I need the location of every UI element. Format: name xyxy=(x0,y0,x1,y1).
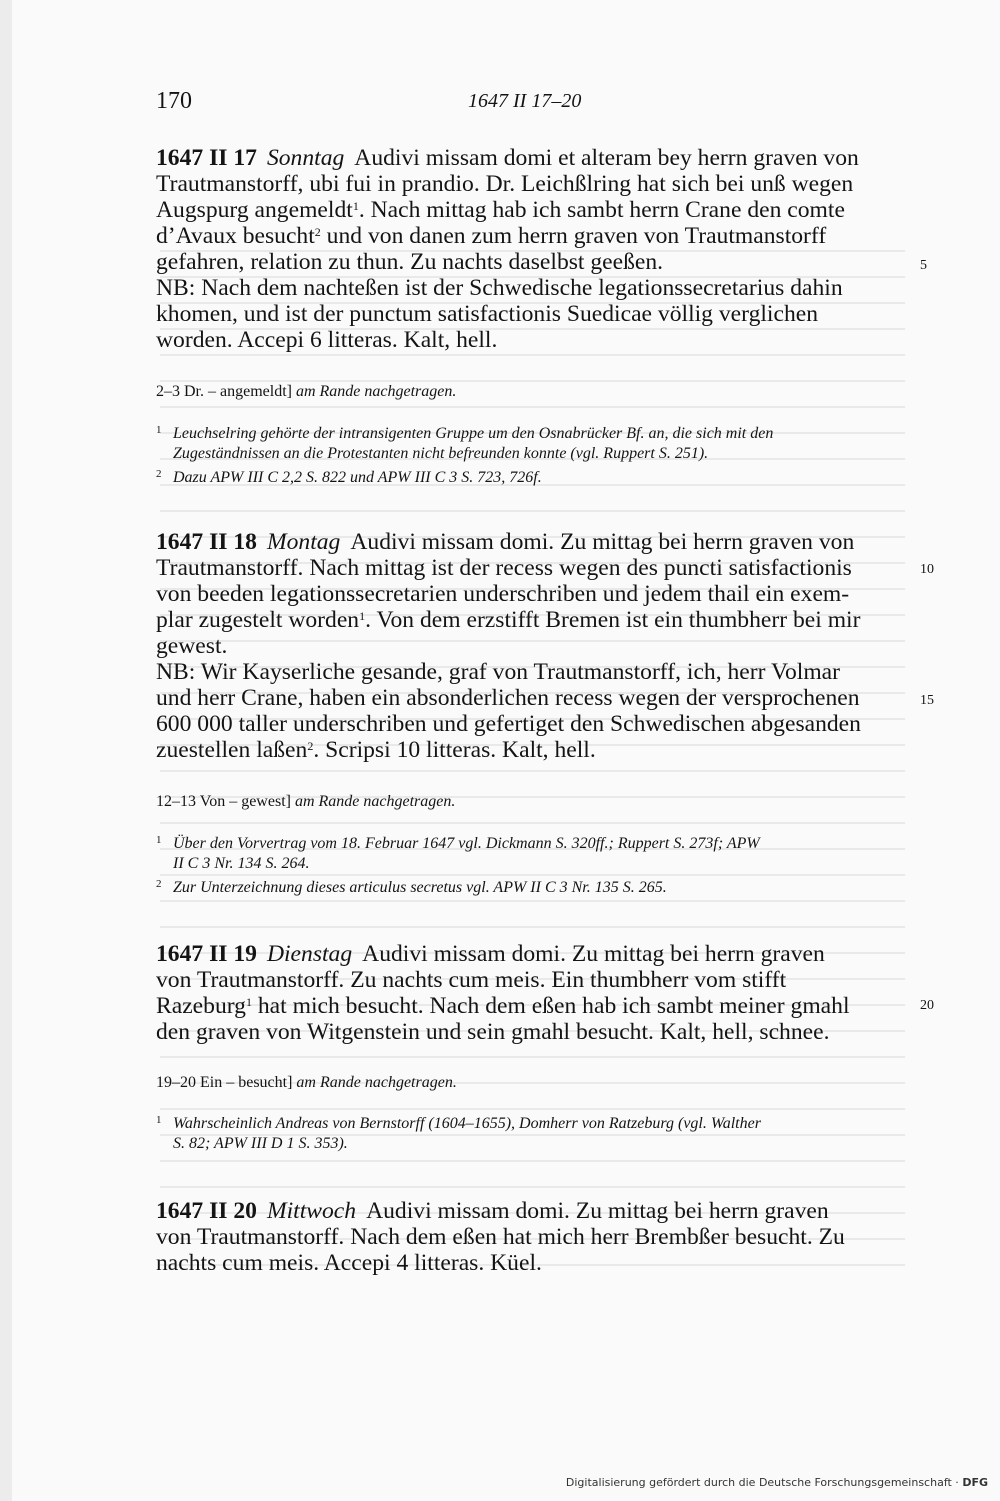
margin-line-number: 5 xyxy=(920,258,927,273)
page-number: 170 xyxy=(156,88,192,114)
entry-line: 1647 II 19 Dienstag Audivi missam domi. Zu mittag bei herrn graven xyxy=(156,941,825,967)
entry-date: 1647 II 18 xyxy=(156,529,257,555)
entry-line: plar zugestelt worden$^1$. Von dem erzstifft Bremen ist ein thumbherr bei mir xyxy=(156,607,861,633)
footnote: 1 Wahrscheinlich Andreas von Bernstorff (1604–1655), Domherr von Ratzeburg (vgl. Walther S. 82; APW III D 1 S. 353). xyxy=(156,1114,761,1152)
entry-line: 1647 II 20 Mittwoch Audivi missam domi. Zu mittag bei herrn graven xyxy=(156,1198,829,1224)
entry-weekday: Sonntag xyxy=(266,145,345,171)
entry-line: nachts cum meis. Accepi 4 litteras. Küel. xyxy=(156,1250,542,1276)
entry-line: gefahren, relation zu thun. Zu nachts daselbst geeßen. xyxy=(156,249,664,275)
credit-text: Digitalisierung gefördert durch die Deutsche Forschungsgemeinschaft · xyxy=(565,1476,959,1489)
entry-line: NB: Nach dem nachteßen ist der Schwedische legationssecretarius dahin xyxy=(156,275,843,301)
entry-line: worden. Accepi 6 litteras. Kalt, hell. xyxy=(156,327,498,353)
entry-line: 1647 II 18 Montag Audivi missam domi. Zu mittag bei herrn graven von xyxy=(156,529,855,555)
entry-line: von Trautmanstorff. Zu nachts cum meis. Ein thumbherr vom stifft xyxy=(156,967,787,993)
entry-line: gewest. xyxy=(156,633,228,659)
running-title: 1647 II 17–20 xyxy=(468,90,582,112)
entry-line: und herr Crane, haben ein absonderlichen recess wegen der versprochenen xyxy=(156,685,860,711)
entry-line: zuestellen laßen$^2$. Scripsi 10 litteras. Kalt, hell. xyxy=(156,737,596,763)
margin-line-number: 10 xyxy=(920,562,934,577)
footnote: 2 Dazu APW III C 2,2 S. 822 und APW III C 3 S. 723, 726f. xyxy=(156,468,542,486)
entry-line: Trautmanstorff. Nach mittag ist der recess wegen des puncti satisfactionis xyxy=(156,555,852,581)
diary-entry xyxy=(156,941,904,1045)
entry-line: 1647 II 17 Sonntag Audivi missam domi et alteram bey herrn graven von xyxy=(156,145,859,171)
entry-date: 1647 II 20 xyxy=(156,1198,257,1224)
entry-weekday: Dienstag xyxy=(266,941,353,967)
apparatus-note: 12–13 Von – gewest] am Rande nachgetragen. xyxy=(156,793,456,810)
entry-date: 1647 II 17 xyxy=(156,145,257,171)
entry-line: d’Avaux besucht$^2$ und von danen zum herrn graven von Trautmanstorff xyxy=(156,223,827,249)
entry-date: 1647 II 19 xyxy=(156,941,257,967)
entry-line: Trautmanstorff, ubi fui in prandio. Dr. Leichßlring hat sich bei unß wegen xyxy=(156,171,854,197)
binding-edge xyxy=(0,0,12,1501)
entry-weekday: Montag xyxy=(266,529,341,555)
entry-line: von beeden legationssecretarien underschriben und jedem thail ein exem- xyxy=(156,581,850,607)
footnote: 2 Zur Unterzeichnung dieses articulus secretus vgl. APW II C 3 Nr. 135 S. 265. xyxy=(156,878,667,896)
entry-line: 600 000 taller underschriben und gefertiget den Schwedischen abgesanden xyxy=(156,711,861,737)
apparatus-note: 2–3 Dr. – angemeldt] am Rande nachgetragen. xyxy=(156,383,457,400)
margin-line-number: 20 xyxy=(920,998,934,1013)
entry-line: Augspurg angemeldt$^1$. Nach mittag hab ich sambt herrn Crane den comte xyxy=(156,197,845,223)
margin-line-number: 15 xyxy=(920,693,934,708)
footnote: 1 Über den Vorvertrag vom 18. Februar 1647 vgl. Dickmann S. 320ff.; Ruppert S. 273f; APW II C 3 Nr. 134 S. 264. xyxy=(156,834,760,872)
entry-line: von Trautmanstorff. Nach dem eßen hat mich herr Brembßer besucht. Zu xyxy=(156,1224,845,1250)
apparatus-note: 19–20 Ein – besucht] am Rande nachgetragen. xyxy=(156,1074,457,1091)
entry-line: den graven von Witgenstein und sein gmahl besucht. Kalt, hell, schnee. xyxy=(156,1019,830,1045)
entry-line: Razeburg$^1$ hat mich besucht. Nach dem eßen hab ich sambt meiner gmahl xyxy=(156,993,850,1019)
entry-line: NB: Wir Kayserliche gesande, graf von Trautmanstorff, ich, herr Volmar xyxy=(156,659,840,685)
diary-entry xyxy=(156,1198,904,1276)
digitization-credit xyxy=(566,1476,988,1489)
diary-entry xyxy=(156,145,904,353)
footnote: 1 Leuchselring gehörte der intransigenten Gruppe um den Osnabrücker Bf. an, die sich mit den Zugeständnissen an die Protestanten nicht befreunden konnte (vgl. Ruppert S. 251). xyxy=(156,424,774,462)
dfg-logo: DFG xyxy=(962,1476,988,1489)
entry-weekday: Mittwoch xyxy=(266,1198,357,1224)
entry-line: khomen, und ist der punctum satisfactionis Suedicae völlig verglichen xyxy=(156,301,819,327)
diary-entry xyxy=(156,529,904,763)
